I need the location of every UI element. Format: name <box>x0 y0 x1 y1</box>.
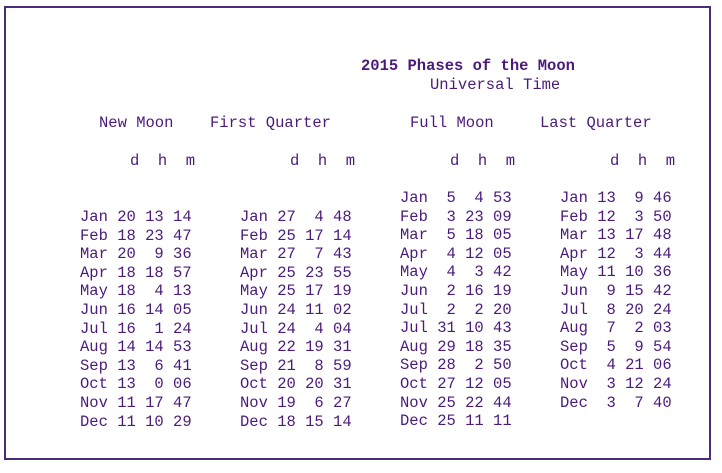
units-header-first-quarter: d h m <box>290 152 356 170</box>
phase-entry: May 11 10 36 <box>560 263 672 282</box>
phase-entry: Sep 13 6 41 <box>80 356 192 375</box>
phase-entry: Mar 5 18 05 <box>400 226 512 245</box>
units-header-new-moon: d h m <box>130 152 196 170</box>
phase-entry: Apr 25 23 55 <box>240 263 352 282</box>
phase-entry: Dec 3 7 40 <box>560 393 672 412</box>
phase-entry: Oct 20 20 31 <box>240 375 352 394</box>
phase-entry: Jul 2 2 20 <box>400 300 512 319</box>
column-header-first-quarter: First Quarter <box>210 114 331 132</box>
phase-entry: Feb 3 23 09 <box>400 207 512 226</box>
phase-entry: Jan 20 13 14 <box>80 208 192 226</box>
units-header-last-quarter: d h m <box>610 152 676 170</box>
first-quarter-column <box>240 208 352 431</box>
new-moon-column <box>80 208 192 431</box>
phase-entry: Jan 13 9 46 <box>560 189 672 207</box>
last-quarter-column <box>560 189 672 412</box>
phase-entry: Apr 4 12 05 <box>400 244 512 263</box>
phase-entry: Jun 9 15 42 <box>560 281 672 300</box>
phase-entry: Dec 11 10 29 <box>80 412 192 431</box>
phase-entry: Nov 11 17 47 <box>80 393 192 412</box>
column-header-new-moon: New Moon <box>99 114 174 132</box>
phase-entry: Oct 27 12 05 <box>400 374 512 393</box>
phase-entry: Sep 5 9 54 <box>560 337 672 356</box>
phase-entry: Sep 21 8 59 <box>240 356 352 375</box>
phase-entry: Jun 24 11 02 <box>240 300 352 319</box>
phase-entry: Jul 16 1 24 <box>80 319 192 338</box>
units-header-full-moon: d h m <box>450 152 516 170</box>
phase-entry: Dec 18 15 14 <box>240 412 352 431</box>
phase-entry: Jan 27 4 48 <box>240 208 352 226</box>
phase-entry: Jul 31 10 43 <box>400 319 512 338</box>
phase-entry: Aug 7 2 03 <box>560 319 672 338</box>
phase-entry: Dec 25 11 11 <box>400 412 512 431</box>
phase-entry: Feb 18 23 47 <box>80 226 192 245</box>
phase-entry: Jun 16 14 05 <box>80 300 192 319</box>
page-subtitle: Universal Time <box>430 76 561 94</box>
phase-entry: Mar 20 9 36 <box>80 245 192 264</box>
phase-entry: Nov 3 12 24 <box>560 374 672 393</box>
phase-entry: May 25 17 19 <box>240 282 352 301</box>
column-header-last-quarter: Last Quarter <box>540 114 652 132</box>
phase-entry: Mar 27 7 43 <box>240 245 352 264</box>
phase-entry: Jan 5 4 53 <box>400 189 512 207</box>
phase-entry: Oct 13 0 06 <box>80 375 192 394</box>
phase-entry: Aug 14 14 53 <box>80 338 192 357</box>
phase-entry: Jul 8 20 24 <box>560 300 672 319</box>
phase-entry: May 18 4 13 <box>80 282 192 301</box>
phase-entry: Sep 28 2 50 <box>400 356 512 375</box>
phase-entry: Oct 4 21 06 <box>560 356 672 375</box>
phase-entry: Apr 18 18 57 <box>80 263 192 282</box>
phase-entry: Aug 29 18 35 <box>400 337 512 356</box>
page-title: 2015 Phases of the Moon <box>361 57 575 75</box>
phase-entry: Feb 12 3 50 <box>560 207 672 226</box>
full-moon-column <box>400 189 512 431</box>
phase-entry: Nov 19 6 27 <box>240 393 352 412</box>
column-header-full-moon: Full Moon <box>410 114 494 132</box>
phase-entry: Mar 13 17 48 <box>560 226 672 245</box>
phase-entry: Jun 2 16 19 <box>400 281 512 300</box>
phase-entry: Apr 12 3 44 <box>560 244 672 263</box>
phase-entry: Jul 24 4 04 <box>240 319 352 338</box>
phase-entry: Feb 25 17 14 <box>240 226 352 245</box>
phase-entry: Aug 22 19 31 <box>240 338 352 357</box>
phase-entry: May 4 3 42 <box>400 263 512 282</box>
phase-entry: Nov 25 22 44 <box>400 393 512 412</box>
